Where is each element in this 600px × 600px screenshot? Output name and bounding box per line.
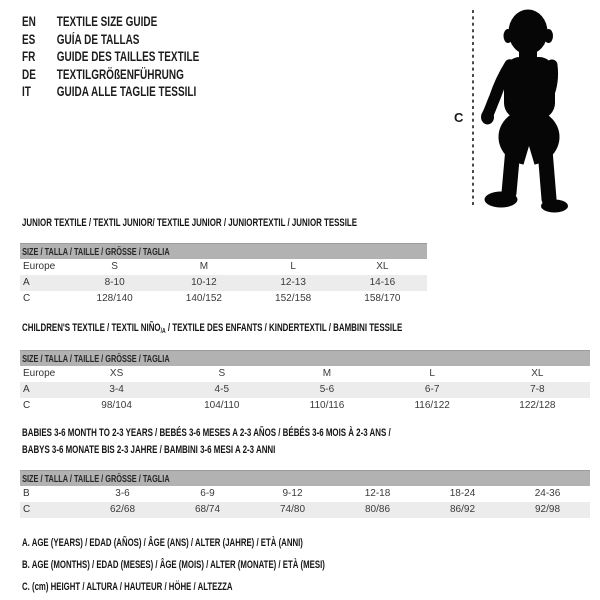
table-row <box>20 259 427 275</box>
language-row-es <box>22 31 199 49</box>
row-label-cell: C <box>23 400 31 411</box>
section-title-junior: JUNIOR TEXTILE / TEXTIL JUNIOR/ TEXTILE JUNIOR / JUNIORTEXTIL / JUNIOR TESSILE <box>22 217 358 229</box>
footnote-a: A. AGE (YEARS) / EDAD (AÑOS) / ÂGE (ANS) / ALTER (JAHRE) / ETÀ (ANNI) <box>22 537 303 549</box>
size-cell: L <box>429 368 435 379</box>
size-cell: 12-18 <box>364 488 391 499</box>
size-cell: 6-7 <box>424 384 440 395</box>
children-size-table <box>20 366 590 414</box>
size-cell: 8-10 <box>104 277 125 288</box>
section-title-children <box>22 321 402 339</box>
footnote-list <box>22 532 449 598</box>
size-cell: 3-6 <box>115 488 130 499</box>
size-cell: 68/74 <box>194 504 221 515</box>
table-row <box>20 366 590 382</box>
height-label-c: C <box>454 110 464 125</box>
children-title-post: / TEXTILE DES ENFANTS / KINDERTEXTIL / BAMBINI TESSILE <box>165 322 403 334</box>
size-header-label: SIZE / TALLA / TAILLE / GRÖSSE / TAGLIA <box>22 352 170 365</box>
size-cell: 152/158 <box>275 293 312 304</box>
table-children <box>20 350 590 414</box>
row-label-cell: C <box>23 504 31 515</box>
language-code: IT <box>22 84 31 100</box>
size-cell: 7-8 <box>530 384 545 395</box>
row-label-cell: A <box>23 384 30 395</box>
junior-size-table <box>20 259 427 307</box>
size-header-bar <box>20 350 590 366</box>
size-header-bar <box>20 243 427 259</box>
size-cell: M <box>199 261 209 272</box>
language-title: GUÍA DE TALLAS <box>56 31 140 47</box>
size-cell: 86/92 <box>449 504 476 515</box>
size-cell: 5-6 <box>319 384 335 395</box>
row-label-cell: A <box>23 277 30 288</box>
language-code: FR <box>22 49 36 65</box>
size-cell: 3-4 <box>109 384 124 395</box>
size-cell: 116/122 <box>414 400 450 411</box>
babies-size-table <box>20 486 590 518</box>
footnote-c: C. (cm) HEIGHT / ALTURA / HAUTEUR / HÖHE / ALTEZZA <box>22 581 233 593</box>
table-row <box>20 502 590 518</box>
size-cell: 140/152 <box>185 293 222 304</box>
size-cell: 12-13 <box>280 277 306 288</box>
size-cell: 18-24 <box>449 488 476 499</box>
size-header-label: SIZE / TALLA / TAILLE / GRÖSSE / TAGLIA <box>22 245 170 258</box>
table-row <box>20 486 590 502</box>
size-cell: 4-5 <box>214 384 229 395</box>
table-babies <box>20 470 590 518</box>
language-title: GUIDA ALLE TAGLIE TESSILI <box>56 84 197 100</box>
row-label-cell: C <box>23 293 31 304</box>
size-header-bar <box>20 470 590 486</box>
size-header-label: SIZE / TALLA / TAILLE / GRÖSSE / TAGLIA <box>22 472 170 485</box>
toddler-silhouette <box>481 10 568 213</box>
size-cell: 110/116 <box>309 400 345 411</box>
size-cell: 9-12 <box>282 488 303 499</box>
table-row <box>20 275 427 291</box>
size-cell: 80/86 <box>364 504 391 515</box>
size-cell: 104/110 <box>204 400 240 411</box>
section-title-babies <box>22 425 534 459</box>
size-cell: 158/170 <box>364 293 401 304</box>
children-title-pre: CHILDREN'S TEXTILE / TEXTIL NIÑO <box>22 322 161 334</box>
language-title: TEXTILGRÖßENFÜHRUNG <box>56 66 184 82</box>
table-junior <box>20 243 427 307</box>
row-label-cell: B <box>23 488 30 499</box>
size-cell: 10-12 <box>191 277 217 288</box>
language-row-en <box>22 13 199 31</box>
size-cell: S <box>218 368 226 379</box>
size-cell: XS <box>109 368 124 379</box>
size-cell: M <box>322 368 332 379</box>
language-row-de <box>22 66 199 84</box>
language-title-list <box>22 13 262 101</box>
size-cell: 128/140 <box>96 293 133 304</box>
size-cell: L <box>290 261 296 272</box>
size-cell: 24-36 <box>534 488 561 499</box>
footnote-b: B. AGE (MONTHS) / EDAD (MESES) / ÂGE (MOIS) / ALTER (MONATE) / ETÀ (MESI) <box>22 559 325 571</box>
row-label-cell: Europe <box>23 368 56 379</box>
language-code: EN <box>22 14 36 30</box>
size-cell: XL <box>531 368 544 379</box>
size-cell: XL <box>376 261 389 272</box>
size-cell: 92/98 <box>534 504 561 515</box>
language-code: ES <box>22 31 36 47</box>
language-title: TEXTILE SIZE GUIDE <box>56 14 158 30</box>
language-title: GUIDE DES TAILLES TEXTILE <box>56 49 200 65</box>
size-cell: 62/68 <box>109 504 136 515</box>
size-cell: 6-9 <box>200 488 215 499</box>
language-code: DE <box>22 66 36 82</box>
table-row <box>20 382 590 398</box>
size-cell: 122/128 <box>519 400 556 411</box>
children-title-sub: /A <box>160 328 166 335</box>
toddler-figure <box>440 0 600 220</box>
table-row <box>20 291 427 307</box>
babies-title-line2: BABYS 3-6 MONATE BIS 2-3 JAHRE / BAMBINI 3-6 MESI A 2-3 ANNI <box>22 444 276 456</box>
table-row <box>20 398 590 414</box>
babies-title-line1: BABIES 3-6 MONTH TO 2-3 YEARS / BEBÉS 3-6 MESES A 2-3 AÑOS / BÉBÉS 3-6 MOIS À 2-3 ANS / <box>22 427 391 439</box>
size-cell: 14-16 <box>369 277 396 288</box>
size-cell: 74/80 <box>279 504 306 515</box>
size-cell: S <box>111 261 118 272</box>
row-label-cell: Europe <box>23 261 56 272</box>
language-row-fr <box>22 48 199 66</box>
language-row-it <box>22 83 199 101</box>
size-cell: 98/104 <box>101 400 132 411</box>
